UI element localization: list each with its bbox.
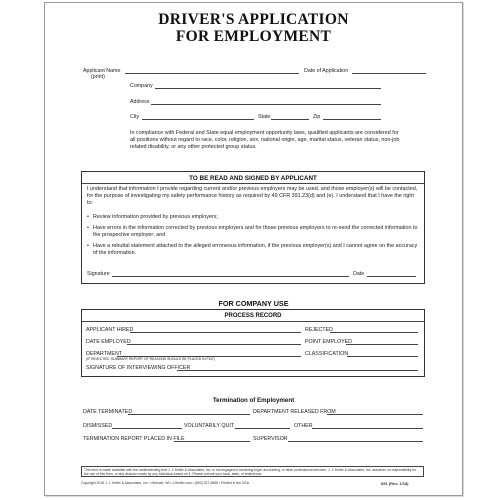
signature-label: Signature [87,271,110,277]
point-employed-field[interactable] [346,344,418,345]
department-released-label: DEPARTMENT RELEASED FROM [253,409,336,415]
rights-item: • Review information provided by previous employers; [87,214,419,221]
termination-report-label: TERMINATION REPORT PLACED IN FILE [83,436,185,442]
supervisor-field[interactable] [288,441,423,442]
dismissed-field[interactable] [112,428,182,429]
applicant-name-label: Applicant Name [83,68,121,74]
process-record-box [81,309,425,377]
address-label: Address [130,99,150,105]
signature-date-label: Date [353,271,365,277]
classification-label: CLASSIFICATION [305,351,349,357]
acknowledgment-intro: I understand that information I provide regarding current and/or previous employers may be used, and those employer(s) will be contacted, for the purpose of investigating my safety performance history as required by 49 CFR 391.23(d) and (e). I understand that I have the right to: [87,186,418,206]
form-number: 691 (Rev. 1/18) [381,481,409,486]
acknowledgment-heading: TO BE READ AND SIGNED BY APPLICANT [189,175,317,182]
state-field[interactable] [271,119,309,120]
date-of-application-field[interactable] [352,73,426,74]
copyright-line: Copyright 2018 J. J. Keller & Associates, Inc. • Neenah, WI • JJKeller.com • (800) 327-6868 • Printed in the USA [81,481,249,485]
termination-report-field[interactable] [174,441,250,442]
application-form [44,2,463,496]
signature-date-field[interactable] [367,276,416,277]
voluntarily-quit-label: VOLUNTARILY QUIT [184,423,235,429]
dismissed-label: DISMISSED [83,423,113,429]
eeo-statement: In compliance with Federal and State equal employment opportunity laws, qualified applicants are considered for all positions without regard to race, color, religion, sex, national origin, age, marital status, veteran status, non-job related disability, or any other protected group status. [130,130,400,150]
point-employed-label: POINT EMPLOYED [305,339,352,345]
disclaimer-box: This form is made available with the understanding that J. J. Keller & Associates, Inc. is not engaged in rendering legal, accounting, or other professional services. J. J. Keller & Associates, Inc. assumes no responsibility for the use of this form, or any decision made by any individual based on it. Please consult your local, state, or federal law. [81,466,424,477]
date-of-application-label: Date of Application [304,68,349,74]
interviewing-officer-label: SIGNATURE OF INTERVIEWING OFFICER [86,365,191,371]
interviewing-officer-field[interactable] [177,370,418,371]
company-field[interactable] [155,88,381,89]
address-field[interactable] [151,104,381,105]
form-title-line2: FOR EMPLOYMENT [175,28,332,45]
department-note: (IF REJECTED, SUMMARY REPORT OF REASONS SHOULD BE PLACED IN FILE) [86,357,215,361]
date-employed-field[interactable] [127,344,301,345]
company-label: Company [130,83,153,89]
rejected-field[interactable] [330,332,418,333]
voluntarily-quit-field[interactable] [235,428,290,429]
company-use-heading: FOR COMPANY USE [218,299,289,308]
department-released-field[interactable] [327,414,423,415]
supervisor-label: SUPERVISOR [253,436,288,442]
department-label: DEPARTMENT [86,351,123,357]
rights-item: • Have errors in the information corrected by previous employers and for those previous employers to re-send the corrected information to the prospective employer; and [87,225,419,239]
other-field[interactable] [312,428,423,429]
date-terminated-label: DATE TERMINATED [83,409,133,415]
classification-field[interactable] [347,356,418,357]
applicant-hired-label: APPLICANT HIRED [86,327,134,333]
process-record-divider [82,321,424,322]
form-title-line1: DRIVER'S APPLICATION [158,11,349,28]
rejected-label: REJECTED [305,327,333,333]
zip-label: Zip [313,114,321,120]
print-label: (print) [91,74,105,80]
signature-field[interactable] [112,276,349,277]
termination-heading: Termination of Employment [212,397,295,404]
city-label: City [130,114,140,120]
applicant-name-field[interactable] [125,73,299,74]
city-field[interactable] [142,119,254,120]
applicant-acknowledgment-box [81,171,425,284]
rights-item: • Have a rebuttal statement attached to the alleged erroneous information, if the previous employer(s) and I cannot agree on the accuracy of the information. [87,243,419,257]
zip-field[interactable] [323,119,381,120]
state-label: State [258,114,271,120]
applicant-hired-field[interactable] [130,332,301,333]
date-terminated-field[interactable] [128,414,250,415]
date-employed-label: DATE EMPLOYED [86,339,131,345]
rights-list [87,214,419,261]
heading-divider [82,183,424,184]
other-label: OTHER [294,423,313,429]
process-record-heading: PROCESS RECORD [224,313,282,319]
